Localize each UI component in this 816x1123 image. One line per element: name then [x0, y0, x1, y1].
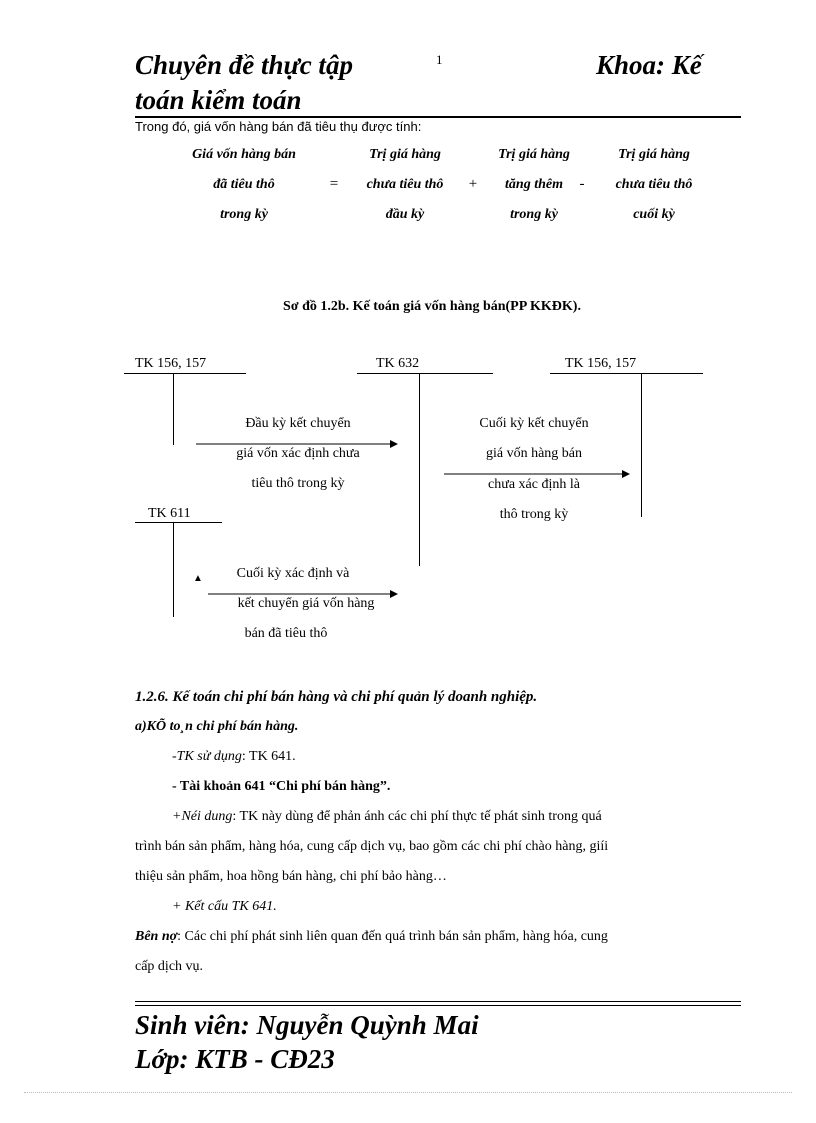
- intro-text: Trong đó, giá vốn hàng bán đã tiêu thụ được tính:: [135, 119, 422, 134]
- account-tk156-right: TK 156, 157: [565, 356, 637, 371]
- formula-term-1-l2: đã tiêu thô: [213, 177, 275, 192]
- flow1-arrow: [196, 439, 398, 449]
- formula-term-4-l3: cuối kỳ: [633, 207, 675, 222]
- flow1-label-l3: tiêu thô trong kỳ: [251, 476, 345, 491]
- footer-student: Sinh viên: Nguyễn Quỳnh Mai: [135, 1010, 479, 1040]
- formula-term-2-l2: chưa tiêu thô: [366, 177, 444, 192]
- account-tk632-hline: [357, 373, 493, 374]
- formula-op-minus: -: [579, 176, 585, 192]
- formula-term-4-l1: Trị giá hàng: [618, 147, 690, 162]
- flow1-label-l2: giá vốn xác định chưa: [236, 446, 360, 461]
- formula-op-equals: =: [329, 176, 339, 192]
- tk-used-value: : TK 641.: [241, 749, 296, 764]
- structure-line: + Kết cấu TK 641.: [172, 899, 277, 914]
- flow1-label-l1: Đầu kỳ kết chuyển: [245, 416, 351, 431]
- flow2-label-l3: chưa xác định là: [488, 477, 580, 492]
- flow2-label-l2: giá vốn hàng bán: [485, 446, 583, 461]
- account-tk156-right-vline: [641, 373, 642, 517]
- flow3-label-l3: bán đã tiêu thô: [244, 626, 328, 641]
- content-line-3: thiệu sản phẩm, hoa hồng bán hàng, chi phí bảo hàng…: [135, 869, 447, 884]
- formula-term-3-l2: tăng thêm: [505, 177, 563, 192]
- footer-rule-top: [135, 1001, 741, 1002]
- account-tk156-left-hline: [124, 373, 246, 374]
- content-text-1: : TK này dùng để phản ánh các chi phí thực tế phát sinh trong quá: [232, 809, 602, 824]
- page-bottom-divider: [24, 1092, 792, 1093]
- tk-used-label: -TK sử dụng: [172, 749, 242, 764]
- tk-used-line: [172, 749, 296, 765]
- flow3-label-l2: kết chuyển giá vốn hàng: [237, 596, 375, 611]
- account-tk156-left: TK 156, 157: [135, 356, 207, 371]
- page-number: 1: [436, 52, 443, 67]
- footer-rule-bottom: [135, 1005, 741, 1006]
- account-tk611: TK 611: [148, 506, 191, 521]
- debit-line-2: cấp dịch vụ.: [135, 959, 204, 974]
- content-line-2: trình bán sản phẩm, hàng hóa, cung cấp dịch vụ, bao gồm các chi phí chào hàng, giíi: [135, 839, 609, 854]
- account-tk611-vline: [173, 522, 174, 617]
- account-tk156-left-vline: [173, 373, 174, 445]
- formula-term-1-l3: trong kỳ: [220, 207, 268, 222]
- content-line-1: [172, 809, 739, 825]
- footer-class: Lớp: KTB - CĐ23: [135, 1044, 335, 1074]
- header-department: Khoa: Kế: [596, 50, 702, 80]
- content-label: +Néi dung: [172, 809, 233, 824]
- formula-term-1-l1: Giá vốn hàng bán: [192, 147, 296, 162]
- section-subheading: a)KÕ to¸n chi phí bán hàng.: [135, 719, 299, 734]
- formula-op-plus: +: [468, 176, 478, 192]
- flow2-label-l4: thô trong kỳ: [499, 507, 569, 522]
- account-tk611-hline: [135, 522, 222, 523]
- diagram-title: Sơ đồ 1.2b. Kế toán giá vốn hàng bán(PP KKĐK).: [283, 299, 581, 314]
- formula-term-2-l3: đầu kỳ: [385, 207, 425, 222]
- formula-term-4-l2: chưa tiêu thô: [615, 177, 693, 192]
- formula-term-3-l3: trong kỳ: [510, 207, 558, 222]
- header-rule: [135, 116, 741, 118]
- debit-line-1: [135, 929, 608, 945]
- flow3-up-arrow-icon: ▲: [193, 573, 203, 584]
- flow3-label-l1: Cuối kỳ xác định và: [236, 566, 350, 581]
- section-heading: 1.2.6. Kế toán chi phí bán hàng và chi phí quản lý doanh nghiệp.: [135, 689, 538, 705]
- flow2-label-l1: Cuối kỳ kết chuyển: [479, 416, 589, 431]
- header-title-line1: Chuyên đề thực tập: [135, 50, 353, 80]
- debit-text-1: : Các chi phí phát sinh liên quan đến quá trình bán sản phẩm, hàng hóa, cung: [177, 929, 608, 944]
- formula-term-3-l1: Trị giá hàng: [498, 147, 570, 162]
- debit-label: Bên nợ: [135, 929, 178, 944]
- account-tk156-right-hline: [550, 373, 703, 374]
- account-tk632: TK 632: [376, 356, 420, 371]
- account-641-line: - Tài khoản 641 “Chi phí bán hàng”.: [172, 779, 391, 794]
- account-tk632-vline: [419, 373, 420, 566]
- header-title-line2: toán kiểm toán: [135, 85, 302, 115]
- formula-term-2-l1: Trị giá hàng: [369, 147, 441, 162]
